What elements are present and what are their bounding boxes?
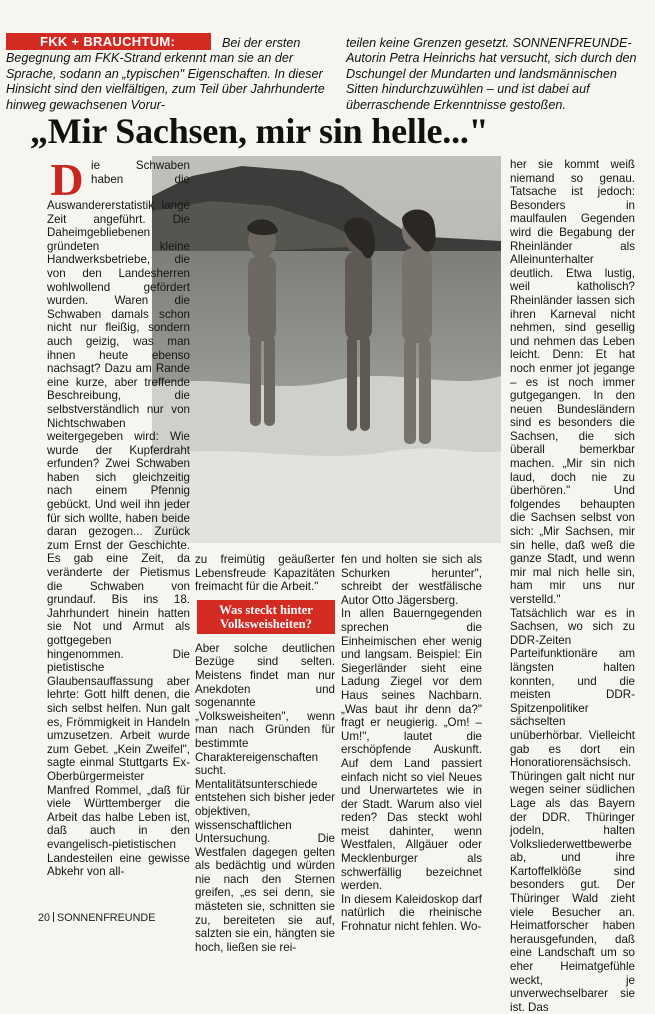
column-4-text-top: her sie kommt weiß niemand so genau. Tatsache ist jedoch: Besonders in maulfaulen Gegenden wird die Begabung der Rheinländer als Alleinunterhalter deutlich. Etwa lustig, weil katholisch? Rheinländer lassen sich ihren Karneval nicht nehmen, sind gesellig und nehmen das Leben leicht. Denn: Et hat noch enmer jot jegange – es ist noch immer gutgegangen. In den neuen Bundesländern sind es besonders die Sachsen, die sich überall bemerkbar machen. „Mir sin nich laud, doch nie zu überhören." Und folgendes behaupten die Sachsen selbst von sich: „Mir Sachsen, mir sin helle, daß weß die ganze Stadt, und wenn mir mal nich helle sin, ham mir uns nur verstelld." (510, 158, 635, 606)
column-3-text-bottom: In diesem Kaleidoskop darf natürlich die rheinische Frohnatur nicht fehlen. Wo- (341, 892, 482, 934)
column-1-text: ie Schwaben haben die Auswandererstatistik lange Zeit angeführt. Die Daheimgebliebenen gründeten kleine Handwerksbetriebe, die von den Landesherren wohlwollend gefördert wurden. Waren die Schwaben damals schon nicht nur fleißig, sondern auch geizig, was man ihnen heute ebenso nachsagt? Dazu am Rande eine kurze, aber treffende Beschreibung, die selbstverständlich nur von Nichtschwaben weitergegeben wird: Wie wurde der Kupferdraht erfunden? Zwei Schwaben haben sich gleichzeitig nach einem Pfennig gebückt. Und weil ihn jeder für sich wollte, haben beide daran gezogen... Zurück zum Ernst der Geschichte. Es gab eine Zeit, da veränderte der Pietismus die Schwaben von grundauf. Bis ins 18. Jahrhundert hinein hatten sie Not und Armut als gottgegeben hingenommen. Die pietistische Glaubensauffassung aber lehrte: Gott hilft denen, die sich selbst helfen. Nun galt es, Frömmigkeit in Handeln umzusetzen. Arbeit wurde zum Gebet. „Kein Zweifel", sagte einmal Stuttgarts Ex-Oberbürgermeister Manfred Rommel, „daß für viele Württemberger die Arbeit das halbe Leben ist, daß auch in den evangelisch-pietistischen Landesteilen eine gewisse Abkehr von all- (47, 159, 190, 879)
page-footer (38, 912, 155, 924)
column-2-text-top: zu freimütig geäußerter Lebensfreude Kapazitäten freimacht für die Arbeit." (195, 553, 335, 594)
section-label: FKK + BRAUCHTUM: (6, 33, 211, 50)
article-column-4 (510, 158, 635, 1014)
footer-divider (53, 912, 54, 922)
beach-photo-illustration (152, 156, 501, 543)
intro-text-left: Bei der ersten Begegnung am FKK-Strand erkennt man sie an der Sprache, sodann an „typischen" Eigenschaften. In dieser Hinsicht sind den vielfältigen, zum Teil über Jahrhunderte hinweg gewachsenen Vorur- (6, 36, 325, 112)
column-4-text-bottom: Tatsächlich war es in Sachsen, wo sich zu DDR-Zeiten Parteifunktionäre am längsten halten konnten, und die meisten DDR-Spitzenpolitiker sächselten unüberhörbar. Vielleicht gab es dort ein Honoratiorensächsisch. Thüringen galt nicht nur wegen seiner südlichen Lage als das Bayern der DDR. Thüringer jodeln, halten Volksliederwettbewerbe ab, und ihre Kartoffelklöße sind besonders gut. Der Thüringer Wald zieht viele Besucher an. Heimatforscher haben herausgefunden, daß eine Landschaft um so eher Heimatgefühle weckt, je unverwechselbarer sie ist. Das (510, 606, 635, 1014)
beach-photo (152, 156, 501, 543)
drop-cap: D (50, 154, 84, 205)
intro-text-right: teilen keine Grenzen gesetzt. SONNENFREUNDE-Autorin Petra Heinrichs hat versucht, sich durch den Dschungel der Mundarten und landsmännischen Sitten hindurchzuwühlen – und ist dabei auf überraschende Erkenntnisse gestoßen. (346, 36, 637, 112)
article-column-1 (47, 154, 190, 907)
magazine-name: SONNENFREUNDE (57, 912, 156, 924)
article-column-2 (195, 553, 335, 954)
column-3-text-top: fen und holten sie sich als Schurken herunter", schreibt der westfälische Autor Otto Jägersberg. (341, 553, 482, 607)
article-column-3 (341, 553, 482, 934)
headline: „Mir Sachsen, mir sin helle..." (30, 111, 489, 151)
column-3-text-middle: In allen Bauerngegenden sprechen die Einheimischen eher wenig und langsam. Beispiel: Ein Siegerländer sieht eine Ladung Ziegel vor dem Haus seines Nachbarn. „Was baut ihr denn da?" fragt er neugierig. „Om! –Um!", lautet die erschöpfende Auskunft. Auf dem Land passiert einfach nicht so viel Neues und Unerwartetes wie in der Stadt. Warum also viel reden? Das steckt wohl meist dahinter, wenn Westfalen, Allgäuer oder Mecklenburger als schwerfällig bezeichnet werden. (341, 607, 482, 893)
column-2-text-bottom: Aber solche deutlichen Bezüge sind selten. Meistens findet man nur Anekdoten und sogenannte „Volksweisheiten", wenn man nach Gründen für bestimmte Charaktereigenschaften sucht. Mentalitätsunterschiede entstehen sich bisher jeder objektiven, wissenschaftlichen Untersuchung. Die Westfalen dagegen gelten als bedächtig und würden nie nach den Sternen greifen, „es sei denn, sie mästeten sie, schnitten sie zu, bereiteten sie auf, salzten sie ein, hängten sie hoch, ließen sie rei- (195, 641, 335, 954)
subheading: Was steckt hinter Volksweisheiten? (197, 600, 335, 634)
page-number: 20 (38, 912, 51, 924)
